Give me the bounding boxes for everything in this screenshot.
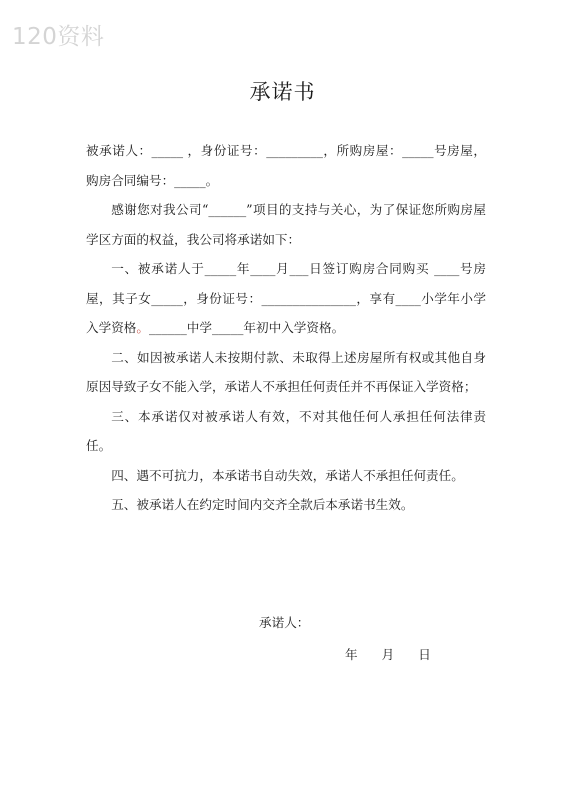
document-body: [86, 136, 486, 520]
clause-2: 二、如因被承诺人未按期付款、未取得上述房屋所有权或其他自身原因导致子女不能入学，承诺人不承担任何责任并不再保证入学资格；: [86, 349, 486, 394]
signer-label: 承诺人：: [259, 615, 310, 630]
watermark-logo: 120资料: [12, 24, 105, 50]
clause-1-mark: 。: [136, 320, 149, 335]
date-line: 年 月 日: [345, 647, 431, 662]
clause-5: 五、被承诺人在约定时间内交齐全款后本承诺书生效。: [111, 497, 414, 512]
clause-3: 三、本承诺仅对被承诺人有效，不对其他任何人承担任何法律责任。: [86, 408, 486, 453]
recipient-info-paragraph: 被承诺人：_____ ，身份证号：_________，所购房屋：_____号房屋，购房合同编号：_____。: [86, 143, 486, 188]
document-title: 承诺书: [249, 80, 316, 104]
clause-1: [86, 254, 486, 343]
clause-4: 四、遇不可抗力，本承诺书自动失效，承诺人不承担任何责任。: [111, 467, 464, 483]
intro-paragraph: 感谢您对我公司“______”项目的支持与关心，为了保证您所购房屋学区方面的权益，我公司将承诺如下：: [86, 202, 486, 247]
clause-1-tail: ______中学_____年初中入学资格。: [148, 320, 345, 335]
clause-1-text: 一、被承诺人于_____年____月___日签订购房合同购买 ____号房屋，其子女_____，身份证号：_______________，享有____小学年小学入学资格: [86, 261, 486, 335]
